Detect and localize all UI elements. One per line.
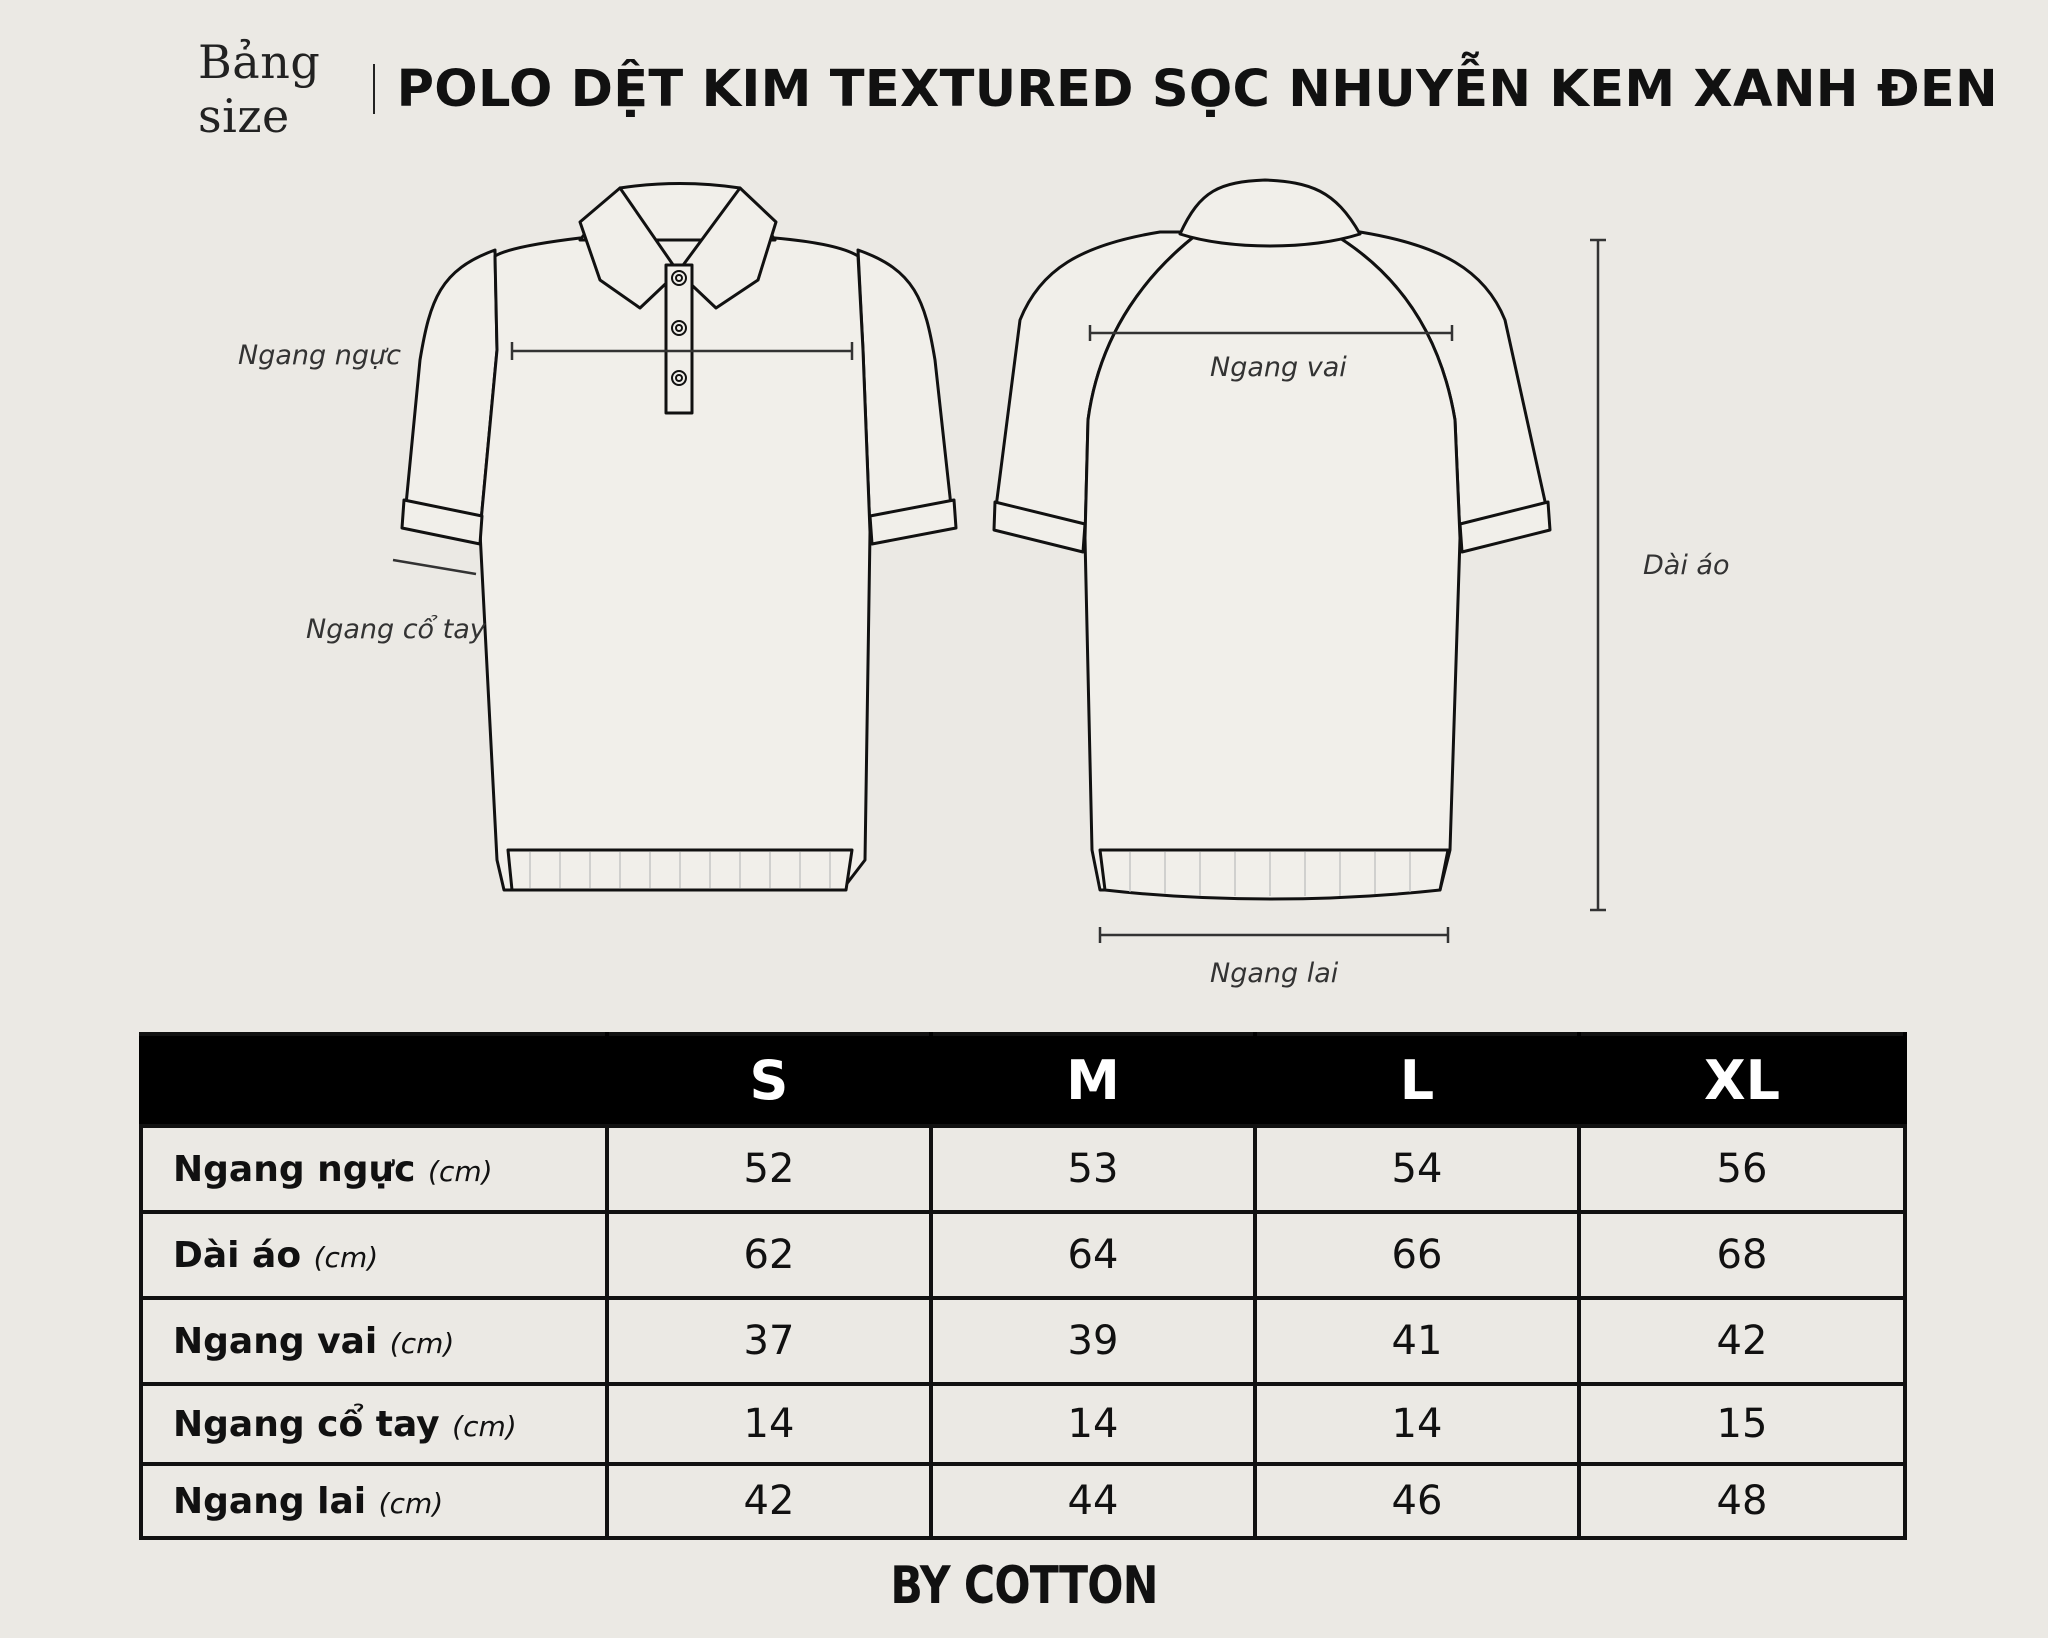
garment-diagram [0, 160, 2048, 1020]
row-label-hem: Ngang lai (cm) [141, 1464, 607, 1538]
polo-sketch-illustration [0, 160, 2048, 1020]
size-col-xl: XL [1579, 1034, 1905, 1126]
table-cell: 53 [931, 1126, 1255, 1212]
table-cell: 15 [1579, 1384, 1905, 1464]
table-cell: 54 [1255, 1126, 1579, 1212]
front-view-polo [402, 184, 956, 891]
table-row [141, 1298, 1905, 1384]
product-title: POLO DỆT KIM TEXTURED SỌC NHUYỄN KEM XANH ĐEN [396, 59, 1998, 119]
label-cuff-width: Ngang cổ tay [306, 614, 486, 645]
label-shoulder-width: Ngang vai [1210, 352, 1347, 383]
table-cell: 68 [1579, 1212, 1905, 1298]
header-empty-cell [141, 1034, 607, 1126]
label-hem-width: Ngang lai [1210, 958, 1339, 989]
table-cell: 44 [931, 1464, 1255, 1538]
table-cell: 56 [1579, 1126, 1905, 1212]
table-cell: 42 [607, 1464, 931, 1538]
title-divider [373, 64, 374, 114]
row-label-chest: Ngang ngực (cm) [141, 1126, 607, 1212]
table-cell: 66 [1255, 1212, 1579, 1298]
size-header-row [141, 1034, 1905, 1126]
table-cell: 46 [1255, 1464, 1579, 1538]
brand-logo-text: BY COTTON [890, 1556, 1158, 1616]
table-cell: 52 [607, 1126, 931, 1212]
table-cell: 62 [607, 1212, 931, 1298]
table-cell: 42 [1579, 1298, 1905, 1384]
table-row [141, 1464, 1905, 1538]
label-shirt-length: Dài áo [1643, 550, 1730, 581]
table-cell: 64 [931, 1212, 1255, 1298]
table-cell: 37 [607, 1298, 931, 1384]
row-label-shoulder: Ngang vai (cm) [141, 1298, 607, 1384]
size-col-l: L [1255, 1034, 1579, 1126]
table-cell: 41 [1255, 1298, 1579, 1384]
table-cell: 14 [931, 1384, 1255, 1464]
table-row [141, 1126, 1905, 1212]
table-cell: 39 [931, 1298, 1255, 1384]
back-view-polo [994, 180, 1550, 899]
size-chart-prefix: Bảng size [198, 35, 321, 143]
table-row [141, 1384, 1905, 1464]
row-label-length: Dài áo (cm) [141, 1212, 607, 1298]
label-chest-width: Ngang ngực [238, 340, 401, 371]
row-label-cuff: Ngang cổ tay (cm) [141, 1384, 607, 1464]
table-cell: 14 [607, 1384, 931, 1464]
size-table [139, 1032, 1907, 1540]
size-col-s: S [607, 1034, 931, 1126]
page-header [198, 35, 1998, 143]
table-cell: 48 [1579, 1464, 1905, 1538]
table-cell: 14 [1255, 1384, 1579, 1464]
size-col-m: M [931, 1034, 1255, 1126]
table-row [141, 1212, 1905, 1298]
